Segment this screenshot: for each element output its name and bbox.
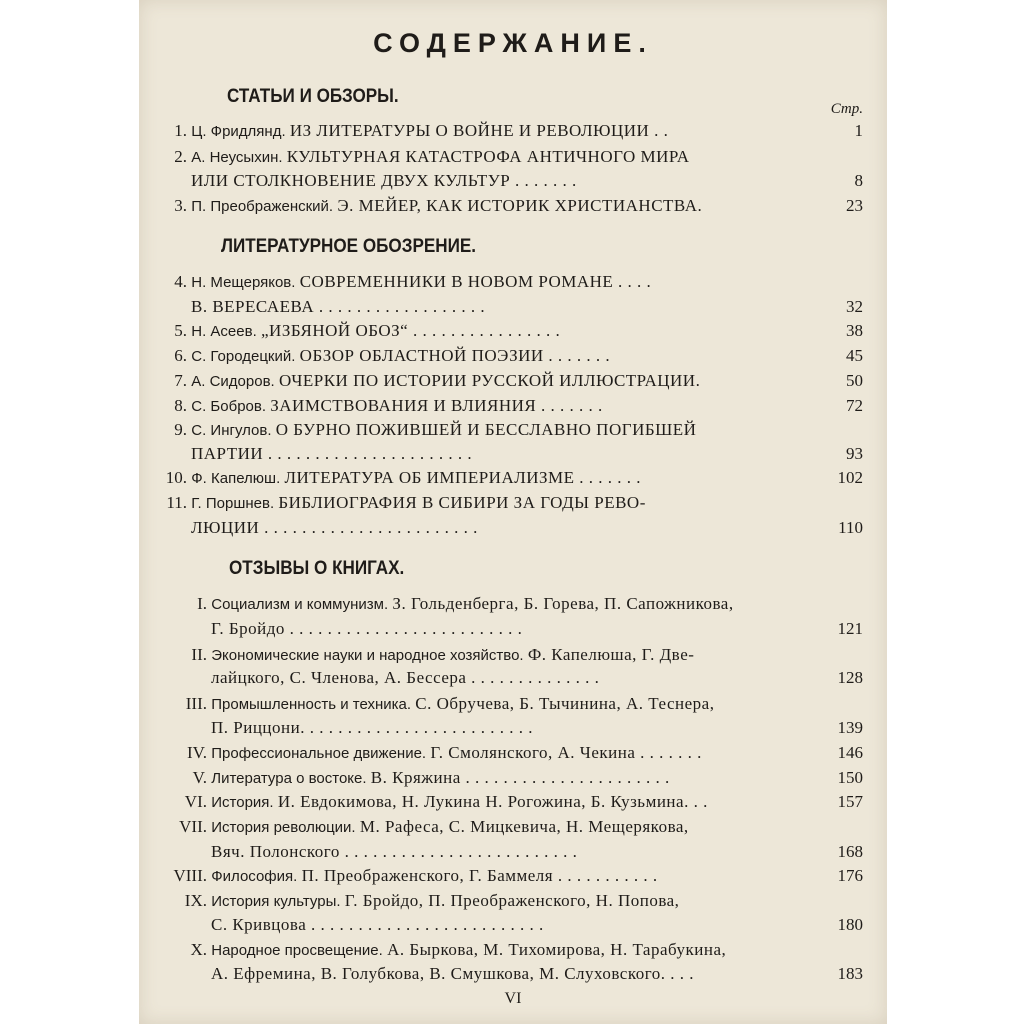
entry-title: „ИЗБЯНОЙ ОБОЗ“ . . . . . . . . . . . . . . . . (261, 321, 561, 340)
entry-author: Н. Асеев. (191, 323, 257, 340)
entry-title-continued: лайцкого, С. Членова, А. Бессера . . . . . . . . . . . . . . (211, 668, 600, 687)
entry-number: 10. (165, 468, 187, 487)
toc-entry-VII-continued (211, 840, 577, 864)
entry-title: О БУРНО ПОЖИВШЕЙ И БЕССЛАВНО ПОГИБШЕЙ (275, 420, 697, 439)
entry-number: I. (197, 594, 207, 613)
entry-title-continued: Вяч. Полонского . . . . . . . . . . . . . . . . . . . . . . . . . (211, 842, 578, 861)
entry-title: СОВРЕМЕННИКИ В НОВОМ РОМАНЕ . . . . (299, 272, 652, 291)
section-heading-literary-review: ЛИТЕРАТУРНОЕ ОБОЗРЕНИЕ. (221, 236, 477, 257)
entry-page: 102 (837, 468, 863, 487)
toc-entry-11 (157, 491, 646, 515)
entry-title: ИЗ ЛИТЕРАТУРЫ О ВОЙНЕ И РЕВОЛЮЦИИ . . (289, 121, 669, 140)
page-number-footer: VI (504, 990, 522, 1007)
entry-number: 6. (174, 346, 187, 365)
entry-author: Философия. (211, 868, 298, 885)
entry-page: 38 (846, 321, 863, 340)
toc-entry-5 (167, 319, 560, 343)
entry-author: Ц. Фридлянд. (191, 123, 286, 140)
entry-title: З. Гольденберга, Б. Горева, П. Сапожникова, (392, 594, 734, 613)
toc-entry-VII (169, 815, 689, 839)
entry-title: ОБЗОР ОБЛАСТНОЙ ПОЭЗИИ . . . . . . . (299, 346, 611, 365)
entry-title: ЛИТЕРАТУРА ОБ ИМПЕРИАЛИЗМЕ . . . . . . . (284, 468, 642, 487)
entry-page: 50 (846, 371, 863, 390)
entry-page: 110 (838, 518, 863, 537)
entry-page: 168 (837, 842, 863, 861)
entry-author: История. (211, 794, 274, 811)
entry-title: Г. Бройдо, П. Преображенского, Н. Попова, (344, 891, 680, 910)
entry-author: Ф. Капелюш. (191, 470, 281, 487)
entry-page: 72 (846, 396, 863, 415)
entry-title-continued: В. ВЕРЕСАЕВА . . . . . . . . . . . . . . . . . . (191, 297, 486, 316)
toc-entry-IX (169, 889, 679, 913)
entry-title: М. Рафеса, С. Мицкевича, Н. Мещерякова, (359, 817, 689, 836)
entry-number: II. (191, 645, 207, 664)
entry-number: 9. (174, 420, 187, 439)
toc-entry-VIII (169, 864, 658, 888)
entry-number: IX. (184, 891, 207, 910)
entry-number: 8. (174, 396, 187, 415)
entry-number: III. (185, 694, 207, 713)
toc-entry-6 (167, 344, 610, 368)
entry-title-continued: П. Риццони. . . . . . . . . . . . . . . . . . . . . . . . . (211, 718, 533, 737)
toc-entry-VI (169, 790, 708, 814)
toc-entry-X (169, 938, 726, 962)
entry-author: П. Преображенский. (191, 198, 334, 215)
entry-author: История революции. (211, 819, 356, 836)
toc-entry-3 (167, 194, 702, 218)
entry-number: VII. (179, 817, 207, 836)
entry-number: 3. (174, 196, 187, 215)
entry-page: 23 (846, 196, 863, 215)
toc-entry-8 (167, 394, 603, 418)
section-heading-articles: СТАТЬИ И ОБЗОРЫ. (227, 86, 399, 107)
entry-title: КУЛЬТУРНАЯ КАТАСТРОФА АНТИЧНОГО МИРА (286, 147, 690, 166)
toc-entry-IV (169, 741, 702, 765)
entry-number: X. (190, 940, 207, 959)
toc-entry-11-continued (191, 516, 478, 540)
entry-author: А. Неусыхин. (191, 149, 283, 166)
toc-entry-7 (167, 369, 700, 393)
entry-page: 176 (837, 866, 863, 885)
toc-entry-4 (167, 270, 651, 294)
toc-entry-X-continued (211, 962, 694, 986)
entry-number: 4. (174, 272, 187, 291)
entry-page: 32 (846, 297, 863, 316)
entry-page: 146 (837, 743, 863, 762)
entry-page: 45 (846, 346, 863, 365)
entry-title: П. Преображенского, Г. Баммеля . . . . . . . . . . . (301, 866, 658, 885)
entry-title-continued: ЛЮЦИИ . . . . . . . . . . . . . . . . . . . . . . . (191, 518, 478, 537)
toc-entry-II (169, 643, 694, 667)
entry-page: 121 (837, 619, 863, 638)
toc-entry-4-continued (191, 295, 485, 319)
toc-entry-V (169, 766, 670, 790)
toc-entry-I-continued (211, 617, 522, 641)
entry-title-continued: Г. Бройдо . . . . . . . . . . . . . . . . . . . . . . . . . (211, 619, 523, 638)
book-page (139, 0, 887, 1024)
entry-title-continued: А. Ефремина, В. Голубкова, В. Смушкова, М. Слуховского. . . . (211, 964, 695, 983)
entry-author: Н. Мещеряков. (191, 274, 296, 291)
entry-title: Ф. Капелюша, Г. Двe- (527, 645, 695, 664)
entry-title-continued: ПАРТИИ . . . . . . . . . . . . . . . . . . . . . . (191, 444, 473, 463)
toc-entry-IX-continued (211, 913, 544, 937)
entry-author: Социализм и коммунизм. (211, 596, 389, 613)
toc-entry-9-continued (191, 442, 472, 466)
entry-page: 93 (846, 444, 863, 463)
entry-title: БИБЛИОГРАФИЯ В СИБИРИ ЗА ГОДЫ РЕВО- (278, 493, 646, 512)
toc-entry-2 (167, 145, 690, 169)
toc-entry-1 (167, 119, 668, 143)
entry-number: VIII. (173, 866, 207, 885)
entry-number: 11. (166, 493, 187, 512)
page-column-header: Стр. (830, 101, 863, 117)
entry-page: 1 (854, 121, 863, 140)
entry-page: 139 (837, 718, 863, 737)
entry-title: С. Обручева, Б. Тычинина, А. Теснера, (415, 694, 715, 713)
entry-author: Экономические науки и народное хозяйство. (211, 647, 524, 664)
entry-title: И. Евдокимова, Н. Лукина Н. Рогожина, Б. Кузьмина. . . (277, 792, 708, 811)
entry-author: С. Бобров. (191, 398, 267, 415)
toc-entry-II-continued (211, 666, 599, 690)
entry-author: С. Городецкий. (191, 348, 296, 365)
entry-number: 5. (174, 321, 187, 340)
entry-title: А. Быркова, М. Тихомирова, Н. Тарабукина, (387, 940, 727, 959)
entry-author: Народное просвещение. (211, 942, 383, 959)
entry-title: Э. МЕЙЕР, КАК ИСТОРИК ХРИСТИАНСТВА. (337, 196, 703, 215)
entry-author: С. Ингулов. (191, 422, 272, 439)
entry-number: 2. (174, 147, 187, 166)
entry-author: Промышленность и техника. (211, 696, 412, 713)
entry-title-continued: ИЛИ СТОЛКНОВЕНИЕ ДВУХ КУЛЬТУР . . . . . . . (191, 171, 577, 190)
entry-author: Профессиональное движение. (211, 745, 427, 762)
entry-number: 1. (174, 121, 187, 140)
entry-page: 157 (837, 792, 863, 811)
entry-number: VI. (184, 792, 207, 811)
entry-title-continued: С. Кривцова . . . . . . . . . . . . . . . . . . . . . . . . . (211, 915, 544, 934)
entry-title: ОЧЕРКИ ПО ИСТОРИИ РУССКОЙ ИЛЛЮСТРАЦИИ. (278, 371, 701, 390)
entry-page: 128 (837, 668, 863, 687)
toc-entry-III-continued (211, 716, 533, 740)
toc-entry-I (169, 592, 734, 616)
toc-entry-III (169, 692, 714, 716)
entry-title: Г. Смолянского, А. Чекина . . . . . . . (430, 743, 702, 762)
entry-page: 150 (837, 768, 863, 787)
entry-page: 8 (854, 171, 863, 190)
entry-author: Г. Поршнев. (191, 495, 275, 512)
entry-number: IV. (187, 743, 207, 762)
entry-number: V. (192, 768, 207, 787)
toc-entry-10 (157, 466, 641, 490)
entry-title: ЗАИМСТВОВАНИЯ И ВЛИЯНИЯ . . . . . . . (270, 396, 603, 415)
toc-entry-9 (167, 418, 696, 442)
section-heading-book-reviews: ОТЗЫВЫ О КНИГАХ. (229, 558, 405, 579)
entry-number: 7. (174, 371, 187, 390)
entry-title: В. Кряжина . . . . . . . . . . . . . . . . . . . . . . (370, 768, 670, 787)
entry-author: А. Сидоров. (191, 373, 275, 390)
entry-page: 183 (837, 964, 863, 983)
page-title: СОДЕРЖАНИЕ. (373, 28, 653, 58)
entry-author: Литература о востоке. (211, 770, 367, 787)
entry-author: История культуры. (211, 893, 341, 910)
toc-entry-2-continued (191, 169, 577, 193)
entry-page: 180 (837, 915, 863, 934)
